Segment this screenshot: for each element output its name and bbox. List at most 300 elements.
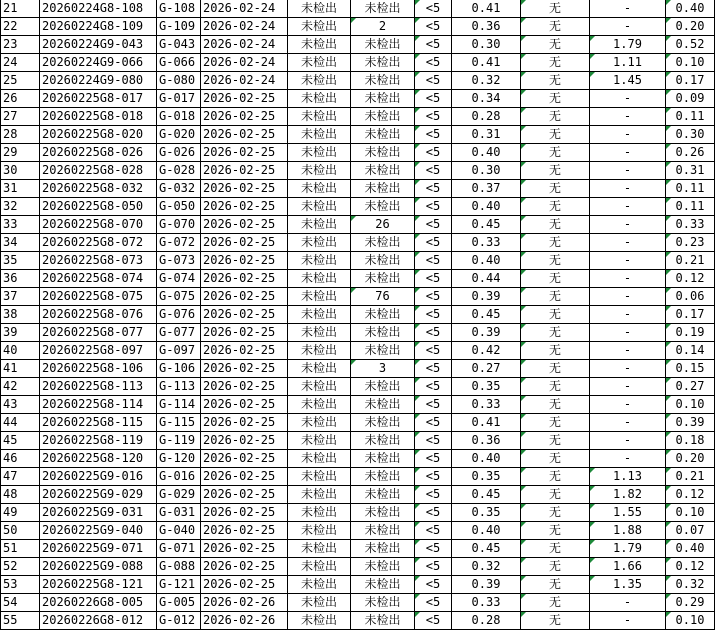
result-e-cell[interactable]: 无: [521, 522, 590, 540]
result-a-cell[interactable]: 未检出: [288, 234, 351, 252]
result-c-cell[interactable]: <5: [415, 486, 452, 504]
result-c-cell[interactable]: <5: [415, 234, 452, 252]
row-number-cell[interactable]: 35: [1, 252, 40, 270]
sample-id-cell[interactable]: 20260225G8-073: [40, 252, 157, 270]
result-a-cell[interactable]: 未检出: [288, 36, 351, 54]
result-g-cell[interactable]: 0.20: [666, 450, 715, 468]
result-e-cell[interactable]: 无: [521, 540, 590, 558]
result-g-cell[interactable]: 0.10: [666, 612, 715, 630]
sample-id-cell[interactable]: 20260225G8-020: [40, 126, 157, 144]
date-cell[interactable]: 2026-02-25: [201, 378, 288, 396]
result-f-cell[interactable]: -: [590, 306, 666, 324]
result-b-cell[interactable]: 未检出: [351, 468, 415, 486]
code-cell[interactable]: G-005: [157, 594, 201, 612]
result-a-cell[interactable]: 未检出: [288, 414, 351, 432]
result-f-cell[interactable]: -: [590, 90, 666, 108]
result-a-cell[interactable]: 未检出: [288, 180, 351, 198]
result-g-cell[interactable]: 0.12: [666, 558, 715, 576]
result-b-cell[interactable]: 3: [351, 360, 415, 378]
sample-id-cell[interactable]: 20260225G8-050: [40, 198, 157, 216]
result-g-cell[interactable]: 0.09: [666, 90, 715, 108]
result-c-cell[interactable]: <5: [415, 522, 452, 540]
date-cell[interactable]: 2026-02-25: [201, 306, 288, 324]
result-e-cell[interactable]: 无: [521, 270, 590, 288]
result-a-cell[interactable]: 未检出: [288, 558, 351, 576]
result-f-cell[interactable]: -: [590, 360, 666, 378]
date-cell[interactable]: 2026-02-25: [201, 288, 288, 306]
result-f-cell[interactable]: -: [590, 414, 666, 432]
result-a-cell[interactable]: 未检出: [288, 162, 351, 180]
result-b-cell[interactable]: 未检出: [351, 54, 415, 72]
result-b-cell[interactable]: 未检出: [351, 414, 415, 432]
result-e-cell[interactable]: 无: [521, 558, 590, 576]
result-d-cell[interactable]: 0.39: [452, 324, 521, 342]
date-cell[interactable]: 2026-02-25: [201, 414, 288, 432]
result-f-cell[interactable]: 1.88: [590, 522, 666, 540]
row-number-cell[interactable]: 24: [1, 54, 40, 72]
result-c-cell[interactable]: <5: [415, 162, 452, 180]
result-f-cell[interactable]: -: [590, 378, 666, 396]
result-b-cell[interactable]: 未检出: [351, 108, 415, 126]
result-d-cell[interactable]: 0.45: [452, 306, 521, 324]
result-a-cell[interactable]: 未检出: [288, 90, 351, 108]
row-number-cell[interactable]: 28: [1, 126, 40, 144]
result-b-cell[interactable]: 未检出: [351, 180, 415, 198]
result-g-cell[interactable]: 0.17: [666, 72, 715, 90]
sample-id-cell[interactable]: 20260225G8-018: [40, 108, 157, 126]
result-b-cell[interactable]: 未检出: [351, 72, 415, 90]
result-b-cell[interactable]: 未检出: [351, 0, 415, 18]
result-a-cell[interactable]: 未检出: [288, 486, 351, 504]
result-e-cell[interactable]: 无: [521, 504, 590, 522]
result-g-cell[interactable]: 0.06: [666, 288, 715, 306]
result-d-cell[interactable]: 0.45: [452, 486, 521, 504]
result-a-cell[interactable]: 未检出: [288, 576, 351, 594]
row-number-cell[interactable]: 38: [1, 306, 40, 324]
result-a-cell[interactable]: 未检出: [288, 72, 351, 90]
date-cell[interactable]: 2026-02-24: [201, 36, 288, 54]
code-cell[interactable]: G-066: [157, 54, 201, 72]
result-a-cell[interactable]: 未检出: [288, 468, 351, 486]
row-number-cell[interactable]: 45: [1, 432, 40, 450]
result-e-cell[interactable]: 无: [521, 216, 590, 234]
result-c-cell[interactable]: <5: [415, 144, 452, 162]
row-number-cell[interactable]: 53: [1, 576, 40, 594]
result-e-cell[interactable]: 无: [521, 0, 590, 18]
sample-id-cell[interactable]: 20260225G8-072: [40, 234, 157, 252]
sample-id-cell[interactable]: 20260225G8-121: [40, 576, 157, 594]
row-number-cell[interactable]: 48: [1, 486, 40, 504]
result-c-cell[interactable]: <5: [415, 252, 452, 270]
sample-id-cell[interactable]: 20260225G8-077: [40, 324, 157, 342]
row-number-cell[interactable]: 33: [1, 216, 40, 234]
result-c-cell[interactable]: <5: [415, 450, 452, 468]
result-b-cell[interactable]: 未检出: [351, 162, 415, 180]
result-c-cell[interactable]: <5: [415, 324, 452, 342]
result-d-cell[interactable]: 0.42: [452, 342, 521, 360]
result-a-cell[interactable]: 未检出: [288, 252, 351, 270]
result-c-cell[interactable]: <5: [415, 54, 452, 72]
result-g-cell[interactable]: 0.40: [666, 0, 715, 18]
result-d-cell[interactable]: 0.35: [452, 468, 521, 486]
result-e-cell[interactable]: 无: [521, 198, 590, 216]
sample-id-cell[interactable]: 20260225G9-040: [40, 522, 157, 540]
result-f-cell[interactable]: -: [590, 18, 666, 36]
date-cell[interactable]: 2026-02-25: [201, 504, 288, 522]
row-number-cell[interactable]: 50: [1, 522, 40, 540]
code-cell[interactable]: G-073: [157, 252, 201, 270]
sample-id-cell[interactable]: 20260225G8-076: [40, 306, 157, 324]
date-cell[interactable]: 2026-02-25: [201, 432, 288, 450]
result-f-cell[interactable]: -: [590, 450, 666, 468]
row-number-cell[interactable]: 46: [1, 450, 40, 468]
code-cell[interactable]: G-020: [157, 126, 201, 144]
result-a-cell[interactable]: 未检出: [288, 360, 351, 378]
result-b-cell[interactable]: 未检出: [351, 198, 415, 216]
result-f-cell[interactable]: 1.82: [590, 486, 666, 504]
result-b-cell[interactable]: 未检出: [351, 504, 415, 522]
row-number-cell[interactable]: 41: [1, 360, 40, 378]
sample-id-cell[interactable]: 20260225G9-029: [40, 486, 157, 504]
result-e-cell[interactable]: 无: [521, 54, 590, 72]
result-a-cell[interactable]: 未检出: [288, 432, 351, 450]
result-g-cell[interactable]: 0.14: [666, 342, 715, 360]
code-cell[interactable]: G-050: [157, 198, 201, 216]
result-b-cell[interactable]: 未检出: [351, 306, 415, 324]
result-g-cell[interactable]: 0.31: [666, 162, 715, 180]
result-g-cell[interactable]: 0.27: [666, 378, 715, 396]
result-f-cell[interactable]: -: [590, 270, 666, 288]
code-cell[interactable]: G-080: [157, 72, 201, 90]
result-d-cell[interactable]: 0.39: [452, 288, 521, 306]
sample-id-cell[interactable]: 20260225G9-088: [40, 558, 157, 576]
result-e-cell[interactable]: 无: [521, 612, 590, 630]
result-g-cell[interactable]: 0.15: [666, 360, 715, 378]
result-e-cell[interactable]: 无: [521, 432, 590, 450]
code-cell[interactable]: G-031: [157, 504, 201, 522]
date-cell[interactable]: 2026-02-25: [201, 252, 288, 270]
date-cell[interactable]: 2026-02-25: [201, 126, 288, 144]
sample-id-cell[interactable]: 20260225G8-032: [40, 180, 157, 198]
result-a-cell[interactable]: 未检出: [288, 288, 351, 306]
result-b-cell[interactable]: 未检出: [351, 522, 415, 540]
result-g-cell[interactable]: 0.12: [666, 486, 715, 504]
result-a-cell[interactable]: 未检出: [288, 612, 351, 630]
result-c-cell[interactable]: <5: [415, 126, 452, 144]
row-number-cell[interactable]: 26: [1, 90, 40, 108]
row-number-cell[interactable]: 21: [1, 0, 40, 18]
date-cell[interactable]: 2026-02-25: [201, 216, 288, 234]
result-a-cell[interactable]: 未检出: [288, 342, 351, 360]
result-f-cell[interactable]: -: [590, 162, 666, 180]
result-f-cell[interactable]: -: [590, 0, 666, 18]
row-number-cell[interactable]: 37: [1, 288, 40, 306]
result-d-cell[interactable]: 0.41: [452, 54, 521, 72]
result-g-cell[interactable]: 0.52: [666, 36, 715, 54]
result-d-cell[interactable]: 0.34: [452, 90, 521, 108]
code-cell[interactable]: G-075: [157, 288, 201, 306]
result-b-cell[interactable]: 未检出: [351, 450, 415, 468]
result-c-cell[interactable]: <5: [415, 558, 452, 576]
result-f-cell[interactable]: -: [590, 252, 666, 270]
result-b-cell[interactable]: 未检出: [351, 576, 415, 594]
result-g-cell[interactable]: 0.10: [666, 54, 715, 72]
code-cell[interactable]: G-029: [157, 486, 201, 504]
row-number-cell[interactable]: 29: [1, 144, 40, 162]
sample-id-cell[interactable]: 20260225G9-071: [40, 540, 157, 558]
result-a-cell[interactable]: 未检出: [288, 216, 351, 234]
result-d-cell[interactable]: 0.40: [452, 522, 521, 540]
result-e-cell[interactable]: 无: [521, 414, 590, 432]
code-cell[interactable]: G-071: [157, 540, 201, 558]
result-f-cell[interactable]: -: [590, 612, 666, 630]
row-number-cell[interactable]: 23: [1, 36, 40, 54]
result-g-cell[interactable]: 0.12: [666, 270, 715, 288]
sample-id-cell[interactable]: 20260225G8-070: [40, 216, 157, 234]
sample-id-cell[interactable]: 20260225G8-026: [40, 144, 157, 162]
result-b-cell[interactable]: 26: [351, 216, 415, 234]
code-cell[interactable]: G-119: [157, 432, 201, 450]
result-c-cell[interactable]: <5: [415, 612, 452, 630]
date-cell[interactable]: 2026-02-25: [201, 540, 288, 558]
result-f-cell[interactable]: 1.79: [590, 36, 666, 54]
code-cell[interactable]: G-018: [157, 108, 201, 126]
result-e-cell[interactable]: 无: [521, 576, 590, 594]
result-c-cell[interactable]: <5: [415, 360, 452, 378]
result-a-cell[interactable]: 未检出: [288, 54, 351, 72]
result-e-cell[interactable]: 无: [521, 486, 590, 504]
result-e-cell[interactable]: 无: [521, 36, 590, 54]
result-g-cell[interactable]: 0.23: [666, 234, 715, 252]
result-f-cell[interactable]: 1.55: [590, 504, 666, 522]
code-cell[interactable]: G-113: [157, 378, 201, 396]
result-a-cell[interactable]: 未检出: [288, 378, 351, 396]
code-cell[interactable]: G-032: [157, 180, 201, 198]
row-number-cell[interactable]: 25: [1, 72, 40, 90]
code-cell[interactable]: G-072: [157, 234, 201, 252]
result-f-cell[interactable]: 1.35: [590, 576, 666, 594]
result-d-cell[interactable]: 0.39: [452, 576, 521, 594]
row-number-cell[interactable]: 54: [1, 594, 40, 612]
result-a-cell[interactable]: 未检出: [288, 0, 351, 18]
date-cell[interactable]: 2026-02-26: [201, 612, 288, 630]
result-c-cell[interactable]: <5: [415, 90, 452, 108]
date-cell[interactable]: 2026-02-25: [201, 468, 288, 486]
result-g-cell[interactable]: 0.10: [666, 504, 715, 522]
sample-id-cell[interactable]: 20260225G9-031: [40, 504, 157, 522]
result-e-cell[interactable]: 无: [521, 90, 590, 108]
row-number-cell[interactable]: 30: [1, 162, 40, 180]
result-d-cell[interactable]: 0.33: [452, 594, 521, 612]
result-b-cell[interactable]: 未检出: [351, 324, 415, 342]
result-g-cell[interactable]: 0.21: [666, 468, 715, 486]
result-d-cell[interactable]: 0.35: [452, 378, 521, 396]
result-d-cell[interactable]: 0.32: [452, 72, 521, 90]
date-cell[interactable]: 2026-02-25: [201, 90, 288, 108]
date-cell[interactable]: 2026-02-25: [201, 450, 288, 468]
result-g-cell[interactable]: 0.29: [666, 594, 715, 612]
result-d-cell[interactable]: 0.41: [452, 0, 521, 18]
code-cell[interactable]: G-074: [157, 270, 201, 288]
date-cell[interactable]: 2026-02-25: [201, 162, 288, 180]
result-c-cell[interactable]: <5: [415, 594, 452, 612]
result-d-cell[interactable]: 0.28: [452, 108, 521, 126]
result-e-cell[interactable]: 无: [521, 594, 590, 612]
code-cell[interactable]: G-108: [157, 0, 201, 18]
date-cell[interactable]: 2026-02-25: [201, 324, 288, 342]
result-f-cell[interactable]: -: [590, 216, 666, 234]
result-g-cell[interactable]: 0.18: [666, 432, 715, 450]
result-g-cell[interactable]: 0.30: [666, 126, 715, 144]
result-f-cell[interactable]: -: [590, 342, 666, 360]
result-d-cell[interactable]: 0.40: [452, 198, 521, 216]
result-e-cell[interactable]: 无: [521, 234, 590, 252]
code-cell[interactable]: G-120: [157, 450, 201, 468]
result-c-cell[interactable]: <5: [415, 468, 452, 486]
code-cell[interactable]: G-040: [157, 522, 201, 540]
result-d-cell[interactable]: 0.36: [452, 18, 521, 36]
date-cell[interactable]: 2026-02-25: [201, 396, 288, 414]
result-c-cell[interactable]: <5: [415, 342, 452, 360]
result-f-cell[interactable]: -: [590, 288, 666, 306]
result-c-cell[interactable]: <5: [415, 18, 452, 36]
date-cell[interactable]: 2026-02-25: [201, 180, 288, 198]
result-a-cell[interactable]: 未检出: [288, 126, 351, 144]
sample-id-cell[interactable]: 20260224G8-108: [40, 0, 157, 18]
sample-id-cell[interactable]: 20260225G8-113: [40, 378, 157, 396]
result-e-cell[interactable]: 无: [521, 288, 590, 306]
result-d-cell[interactable]: 0.30: [452, 162, 521, 180]
sample-id-cell[interactable]: 20260225G8-017: [40, 90, 157, 108]
result-f-cell[interactable]: -: [590, 432, 666, 450]
sample-id-cell[interactable]: 20260225G8-119: [40, 432, 157, 450]
result-f-cell[interactable]: -: [590, 234, 666, 252]
result-c-cell[interactable]: <5: [415, 180, 452, 198]
result-e-cell[interactable]: 无: [521, 18, 590, 36]
date-cell[interactable]: 2026-02-25: [201, 144, 288, 162]
code-cell[interactable]: G-070: [157, 216, 201, 234]
result-e-cell[interactable]: 无: [521, 306, 590, 324]
result-b-cell[interactable]: 未检出: [351, 558, 415, 576]
result-g-cell[interactable]: 0.32: [666, 576, 715, 594]
code-cell[interactable]: G-077: [157, 324, 201, 342]
result-a-cell[interactable]: 未检出: [288, 324, 351, 342]
result-e-cell[interactable]: 无: [521, 72, 590, 90]
result-g-cell[interactable]: 0.11: [666, 108, 715, 126]
code-cell[interactable]: G-121: [157, 576, 201, 594]
code-cell[interactable]: G-028: [157, 162, 201, 180]
sample-id-cell[interactable]: 20260224G9-066: [40, 54, 157, 72]
result-c-cell[interactable]: <5: [415, 396, 452, 414]
row-number-cell[interactable]: 42: [1, 378, 40, 396]
result-d-cell[interactable]: 0.27: [452, 360, 521, 378]
result-b-cell[interactable]: 未检出: [351, 90, 415, 108]
result-d-cell[interactable]: 0.37: [452, 180, 521, 198]
result-a-cell[interactable]: 未检出: [288, 270, 351, 288]
result-c-cell[interactable]: <5: [415, 414, 452, 432]
sample-id-cell[interactable]: 20260224G8-109: [40, 18, 157, 36]
result-c-cell[interactable]: <5: [415, 270, 452, 288]
result-e-cell[interactable]: 无: [521, 450, 590, 468]
result-b-cell[interactable]: 未检出: [351, 234, 415, 252]
result-b-cell[interactable]: 未检出: [351, 378, 415, 396]
result-d-cell[interactable]: 0.35: [452, 504, 521, 522]
result-a-cell[interactable]: 未检出: [288, 144, 351, 162]
result-a-cell[interactable]: 未检出: [288, 18, 351, 36]
result-c-cell[interactable]: <5: [415, 540, 452, 558]
result-b-cell[interactable]: 未检出: [351, 126, 415, 144]
result-b-cell[interactable]: 未检出: [351, 594, 415, 612]
date-cell[interactable]: 2026-02-24: [201, 18, 288, 36]
result-c-cell[interactable]: <5: [415, 108, 452, 126]
result-e-cell[interactable]: 无: [521, 126, 590, 144]
result-f-cell[interactable]: -: [590, 108, 666, 126]
result-d-cell[interactable]: 0.30: [452, 36, 521, 54]
result-e-cell[interactable]: 无: [521, 342, 590, 360]
date-cell[interactable]: 2026-02-24: [201, 72, 288, 90]
result-f-cell[interactable]: -: [590, 594, 666, 612]
result-a-cell[interactable]: 未检出: [288, 396, 351, 414]
code-cell[interactable]: G-109: [157, 18, 201, 36]
result-e-cell[interactable]: 无: [521, 252, 590, 270]
result-b-cell[interactable]: 未检出: [351, 486, 415, 504]
date-cell[interactable]: 2026-02-25: [201, 342, 288, 360]
result-a-cell[interactable]: 未检出: [288, 522, 351, 540]
result-c-cell[interactable]: <5: [415, 504, 452, 522]
code-cell[interactable]: G-076: [157, 306, 201, 324]
result-c-cell[interactable]: <5: [415, 198, 452, 216]
result-b-cell[interactable]: 未检出: [351, 540, 415, 558]
result-f-cell[interactable]: -: [590, 396, 666, 414]
result-a-cell[interactable]: 未检出: [288, 504, 351, 522]
sample-id-cell[interactable]: 20260225G8-115: [40, 414, 157, 432]
result-c-cell[interactable]: <5: [415, 432, 452, 450]
code-cell[interactable]: G-114: [157, 396, 201, 414]
result-b-cell[interactable]: 76: [351, 288, 415, 306]
result-c-cell[interactable]: <5: [415, 0, 452, 18]
result-g-cell[interactable]: 0.19: [666, 324, 715, 342]
result-f-cell[interactable]: 1.79: [590, 540, 666, 558]
result-g-cell[interactable]: 0.20: [666, 18, 715, 36]
result-b-cell[interactable]: 未检出: [351, 144, 415, 162]
result-f-cell[interactable]: -: [590, 198, 666, 216]
sample-id-cell[interactable]: 20260226G8-005: [40, 594, 157, 612]
result-d-cell[interactable]: 0.33: [452, 396, 521, 414]
result-g-cell[interactable]: 0.21: [666, 252, 715, 270]
row-number-cell[interactable]: 43: [1, 396, 40, 414]
result-g-cell[interactable]: 0.26: [666, 144, 715, 162]
sample-id-cell[interactable]: 20260225G8-075: [40, 288, 157, 306]
date-cell[interactable]: 2026-02-25: [201, 270, 288, 288]
result-d-cell[interactable]: 0.40: [452, 450, 521, 468]
row-number-cell[interactable]: 55: [1, 612, 40, 630]
result-a-cell[interactable]: 未检出: [288, 594, 351, 612]
result-d-cell[interactable]: 0.41: [452, 414, 521, 432]
code-cell[interactable]: G-017: [157, 90, 201, 108]
result-g-cell[interactable]: 0.40: [666, 540, 715, 558]
result-b-cell[interactable]: 2: [351, 18, 415, 36]
sample-id-cell[interactable]: 20260224G9-043: [40, 36, 157, 54]
row-number-cell[interactable]: 27: [1, 108, 40, 126]
row-number-cell[interactable]: 40: [1, 342, 40, 360]
sample-id-cell[interactable]: 20260226G8-012: [40, 612, 157, 630]
result-d-cell[interactable]: 0.33: [452, 234, 521, 252]
sample-id-cell[interactable]: 20260225G8-114: [40, 396, 157, 414]
date-cell[interactable]: 2026-02-26: [201, 594, 288, 612]
sample-id-cell[interactable]: 20260225G8-120: [40, 450, 157, 468]
result-c-cell[interactable]: <5: [415, 378, 452, 396]
result-b-cell[interactable]: 未检出: [351, 612, 415, 630]
